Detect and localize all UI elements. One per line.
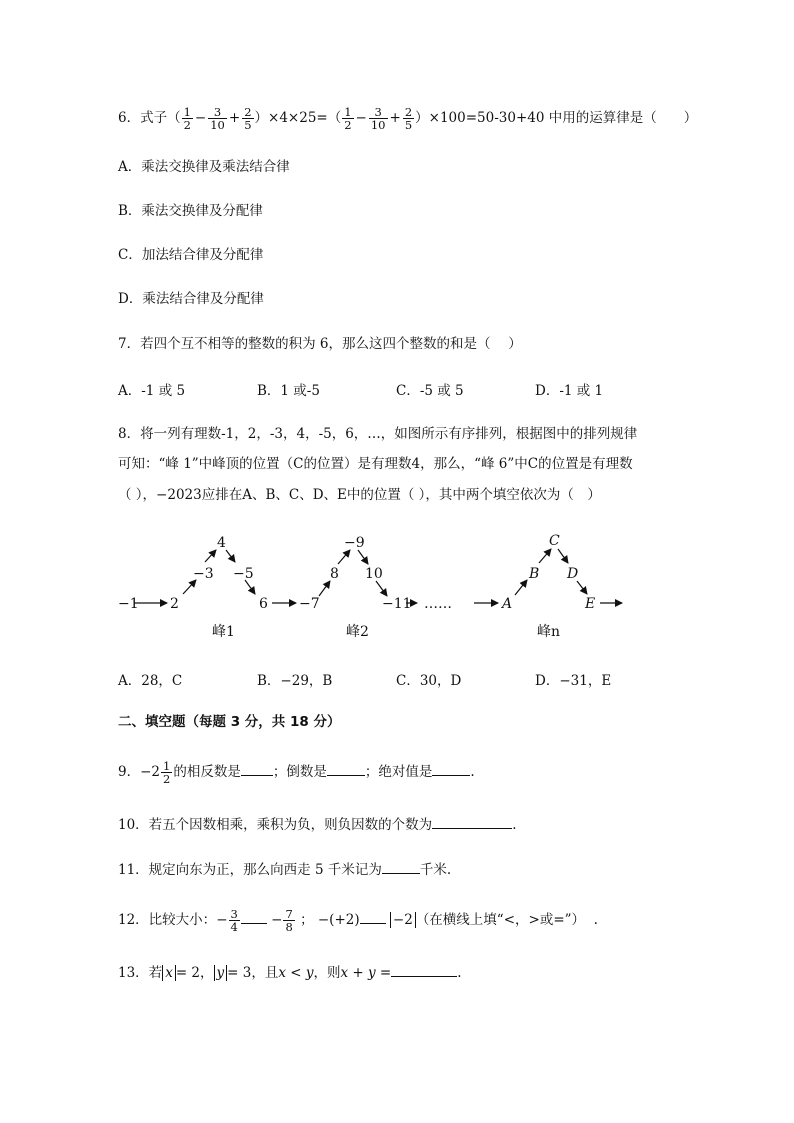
node-8: 8 (330, 566, 339, 582)
absolute-value: −2 (390, 912, 416, 928)
stem-text: ）×4×25=（ (254, 110, 342, 126)
question-7-option-d[interactable]: D．-1 或 1 (535, 383, 604, 399)
stem-text: 千米. (419, 862, 452, 878)
node-neg1: −1 (118, 596, 139, 612)
minus-sign: − (355, 110, 367, 126)
question-6-option-a[interactable]: A．乘法交换律及乘法结合律 (118, 159, 290, 175)
node-2: 2 (170, 596, 179, 612)
node-b: B (529, 566, 540, 582)
arrow (183, 580, 196, 594)
question-number: 9． (118, 764, 141, 780)
question-8-stem-line2: 可知：“峰 1”中峰顶的位置（C的位置）是有理数4，那么，“峰 6”中C的位置是有理数 (118, 456, 633, 472)
arrow (226, 550, 235, 562)
fraction: $\frac{1}{2}$ (344, 105, 352, 132)
question-8-option-a[interactable]: A．28，C (118, 673, 183, 689)
arrow (515, 580, 527, 595)
question-number: 6． (118, 110, 141, 126)
answer-blank[interactable] (327, 761, 365, 776)
stem-text: 12．比较大小： (118, 912, 217, 928)
peak-2-label: 峰2 (346, 624, 369, 640)
question-6-option-c[interactable]: C．加法结合律及分配律 (118, 247, 264, 263)
question-6-option-b[interactable]: B．乘法交换律及分配律 (118, 203, 263, 219)
answer-blank[interactable] (391, 962, 457, 977)
question-12: 12．比较大小：− $\frac{3}{4}$ − $\frac{7}{8}$ ； −(+2) −2 （在横线上填“<，>或=”） . (118, 907, 598, 934)
answer-blank[interactable] (432, 761, 470, 776)
arrow (338, 550, 350, 564)
arrow (577, 581, 587, 594)
fraction: $\frac{3}{10}$ (370, 105, 386, 132)
absolute-value-x: x (162, 965, 176, 981)
question-13: 13．若 x = 2， y = 3，且x < y，则x + y = . (118, 962, 462, 983)
answer-blank[interactable] (241, 761, 273, 776)
stem-text: ；倒数是 (272, 764, 327, 780)
fraction: $\frac{3}{10}$ (210, 105, 225, 132)
answer-blank[interactable] (360, 909, 386, 924)
question-8-option-b[interactable]: B．−29，B (257, 673, 333, 689)
question-6-stem (118, 106, 697, 131)
node-10: 10 (365, 566, 383, 582)
question-7-option-c[interactable]: C．-5 或 5 (396, 383, 464, 399)
node-neg11: −11 (382, 596, 412, 612)
question-8-option-c[interactable]: C．30，D (396, 673, 462, 689)
arrow (376, 581, 387, 596)
question-8-stem-line3: （ ），−2023应排在A、B、C、D、E中的位置（ ），其中两个填空依次为（ ） (118, 487, 601, 503)
fraction: $\frac{2}{5}$ (244, 105, 252, 132)
node-4: 4 (217, 535, 226, 551)
node-a: A (502, 596, 513, 612)
stem-text: ）×100=50-30+40 中用的运算律是（ ） (415, 110, 698, 126)
arrow (358, 550, 368, 564)
node-neg5: −5 (233, 566, 254, 582)
peak-1-label: 峰1 (212, 624, 235, 640)
ellipsis: …… (424, 596, 452, 612)
question-7-option-b[interactable]: B．1 或-5 (257, 383, 320, 399)
expression: −(+2) (317, 912, 360, 928)
stem-text: 的相反数是 (173, 764, 241, 780)
peak-n-label: 峰n (537, 624, 561, 640)
arrow (319, 581, 330, 596)
stem-text: 11．规定向东为正，那么向西走 5 千米记为 (118, 862, 382, 878)
node-d: D (567, 566, 579, 582)
stem-text: 10．若五个因数相乘，乘积为负，则负因数的个数为 (118, 817, 433, 833)
fraction: $\frac{1}{2}$ (183, 105, 191, 132)
fraction: $\frac{2}{5}$ (404, 105, 413, 132)
stem-text: （在横线上填“<，>或=”） (415, 912, 586, 928)
node-c: C (549, 533, 560, 549)
plus-sign: + (228, 110, 241, 126)
question-9: 9．−2 $\frac{1}{2}$ 的相反数是 ；倒数是 ；绝对值是 . (118, 759, 475, 786)
stem-text: 13．若 (118, 965, 163, 981)
question-6-option-d[interactable]: D．乘法结合律及分配律 (118, 291, 264, 307)
fraction: $\frac{7}{8}$ (285, 907, 293, 934)
question-10: 10．若五个因数相乘，乘积为负，则负因数的个数为 . (118, 814, 516, 835)
question-8-option-d[interactable]: D．−31，E (535, 673, 612, 689)
mixed-number-whole: −2 (140, 764, 160, 780)
section-2-title: 二、填空题（每题 3 分，共 18 分） (118, 714, 341, 730)
question-7-stem: 7．若四个互不相等的整数的积为 6，那么这四个整数的和是（ ） (118, 336, 522, 352)
node-neg9: −9 (344, 535, 365, 551)
question-7-option-a[interactable]: A．-1 或 5 (118, 383, 186, 399)
node-neg3: −3 (193, 566, 214, 582)
fraction: $\frac{3}{4}$ (230, 907, 238, 934)
stem-text: 式子（ (140, 110, 181, 126)
peak-sequence-diagram (0, 520, 794, 650)
node-6: 6 (259, 596, 268, 612)
answer-blank[interactable] (432, 814, 512, 829)
answer-blank[interactable] (382, 859, 420, 874)
question-8-stem-line1: 8．将一列有理数-1，2，-3，4，-5，6，…，如图所示有序排列，根据图中的排列规律 (118, 426, 638, 442)
fraction: $\frac{1}{2}$ (163, 759, 171, 786)
arrow (558, 549, 568, 563)
condition: x < y (278, 965, 314, 981)
arrow (539, 549, 551, 563)
question-11 (118, 859, 451, 880)
expression: x + y = (340, 965, 392, 981)
arrow (205, 550, 216, 562)
node-e: E (585, 596, 596, 612)
absolute-value-y: y (214, 965, 228, 981)
stem-text: ；绝对值是 (364, 764, 433, 780)
plus-sign: + (389, 110, 401, 126)
answer-blank[interactable] (241, 909, 267, 924)
minus-sign: − (194, 110, 207, 126)
arrow (245, 580, 255, 594)
node-neg7: −7 (299, 596, 320, 612)
